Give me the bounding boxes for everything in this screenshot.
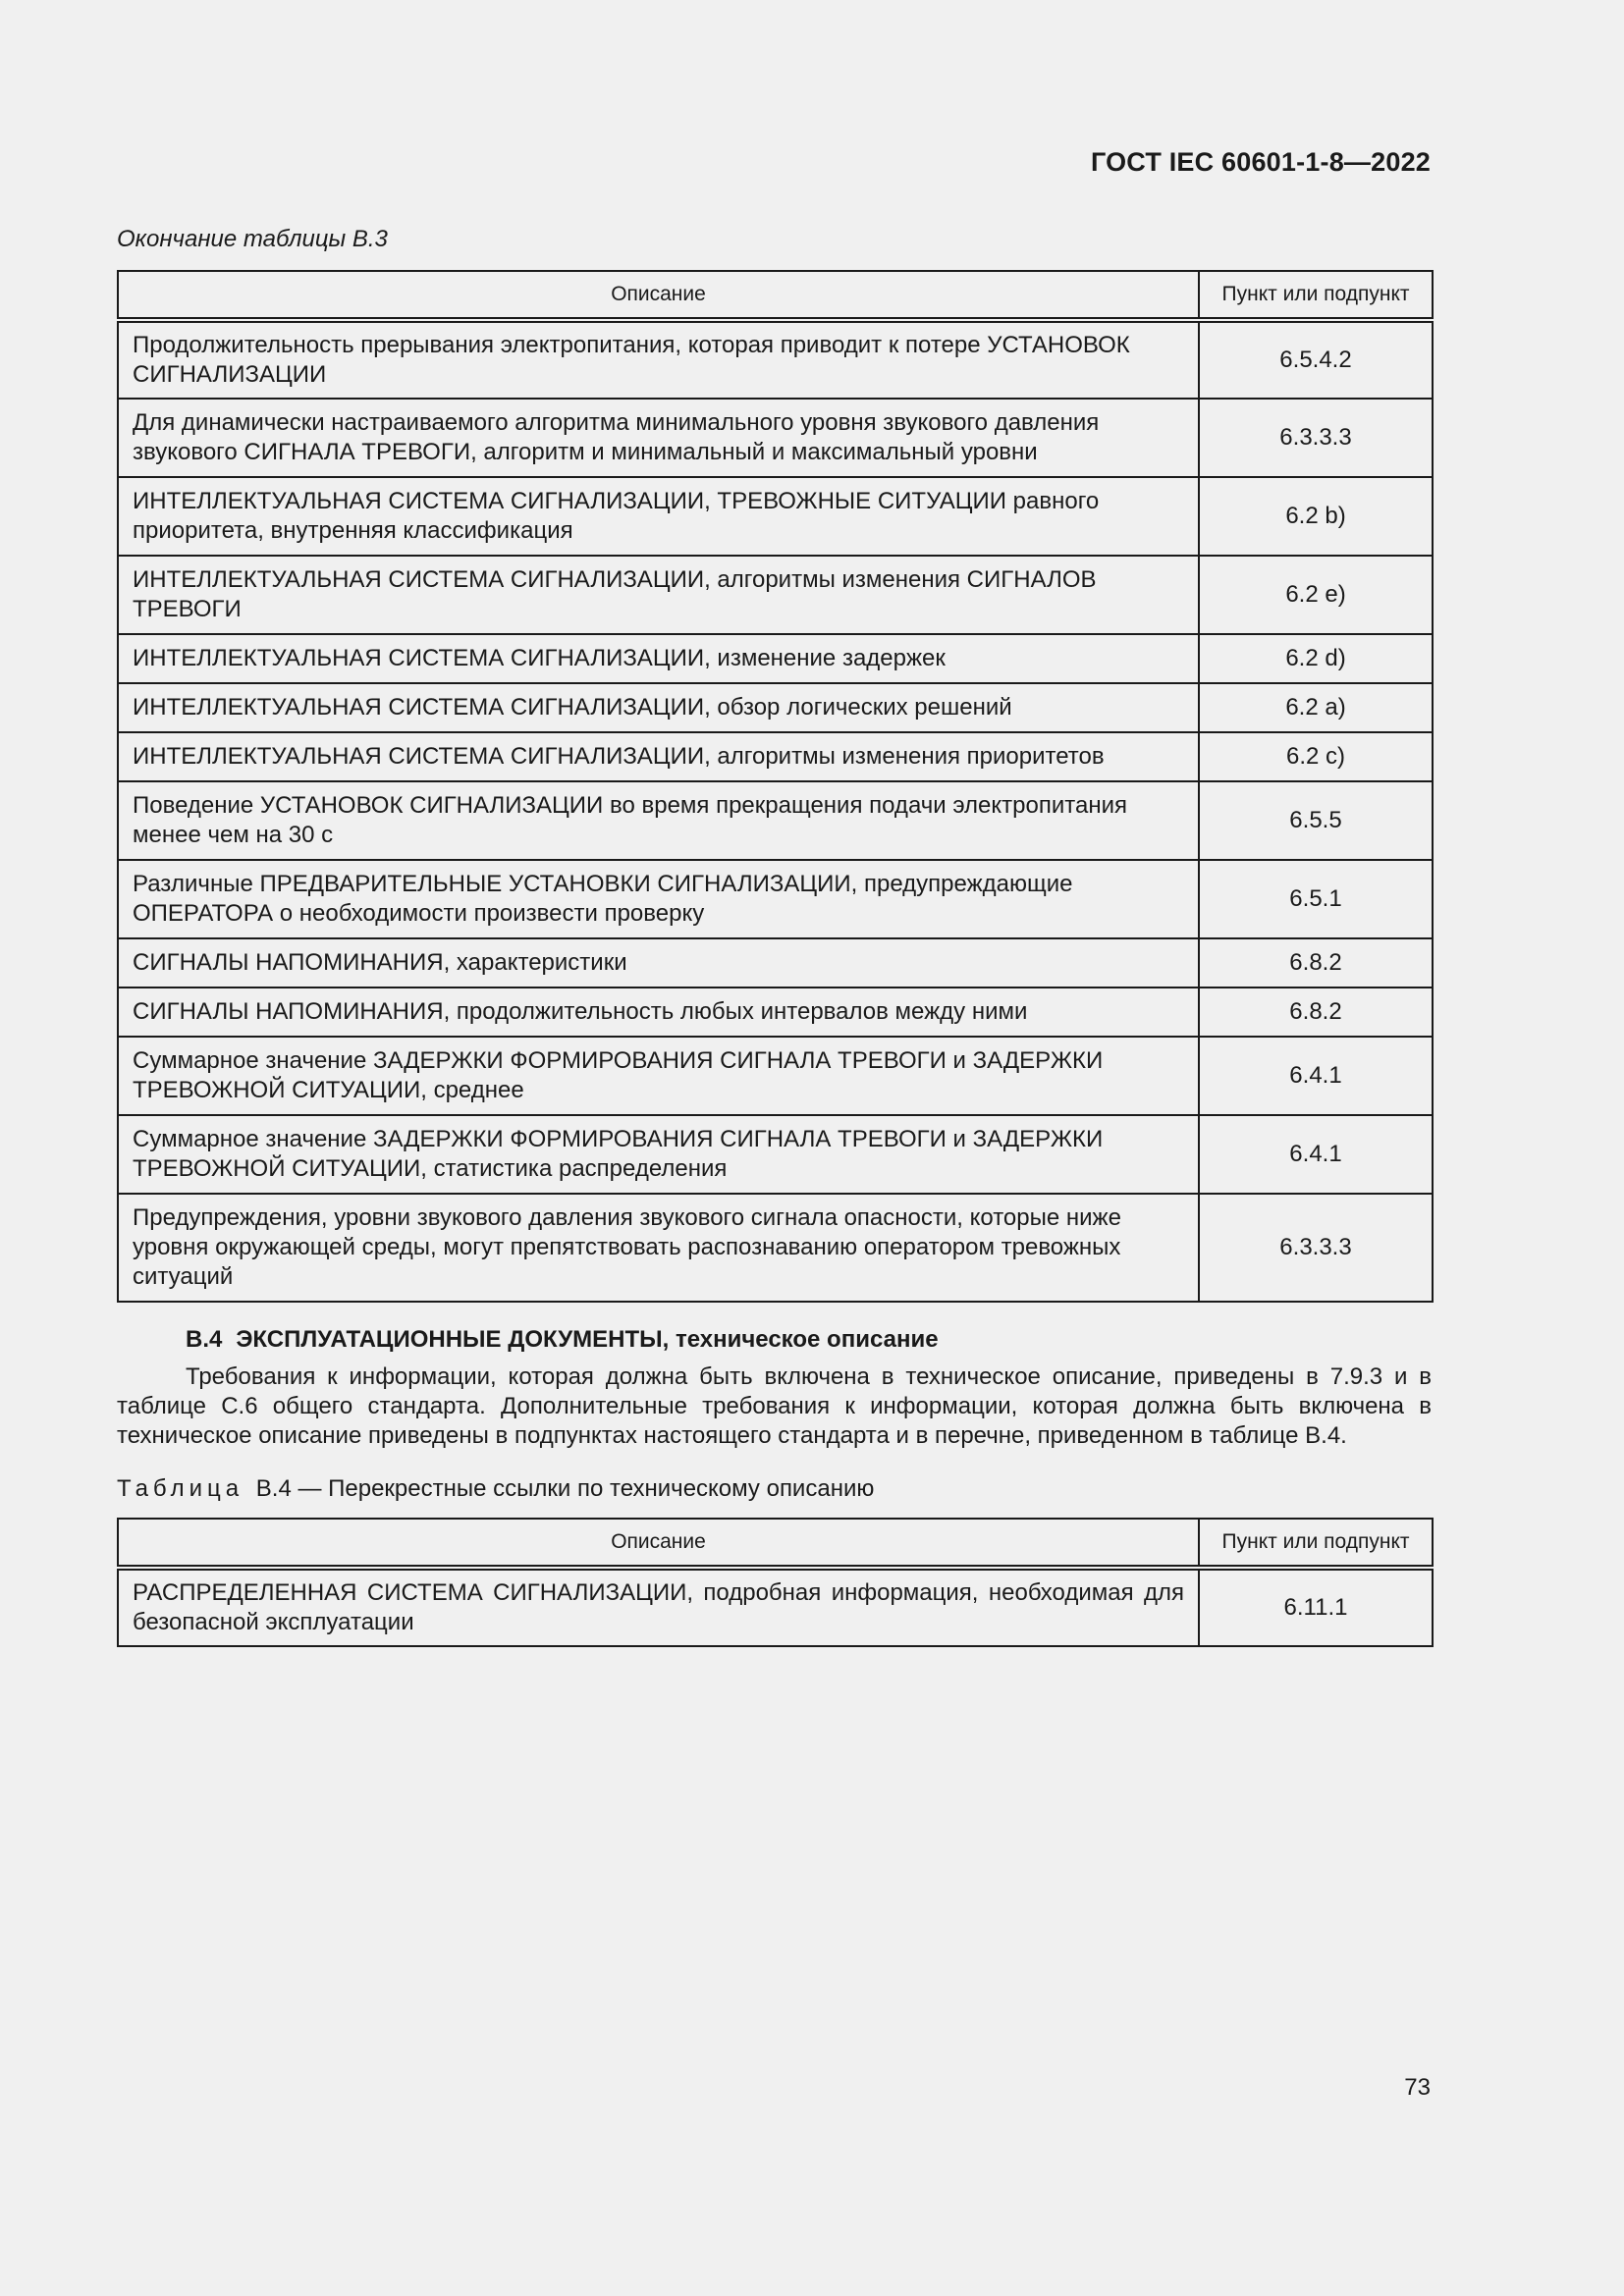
table-b4-caption — [117, 1475, 874, 1503]
row-reference: 6.5.4.2 — [1199, 320, 1433, 399]
table-row — [118, 1115, 1433, 1194]
table-row — [118, 860, 1433, 938]
table-row — [118, 399, 1433, 477]
table-row — [118, 477, 1433, 556]
page-number: 73 — [1404, 2074, 1431, 2101]
table-header-row — [118, 1519, 1433, 1568]
row-reference: 6.8.2 — [1199, 938, 1433, 988]
section-title: ЭКСПЛУАТАЦИОННЫЕ ДОКУМЕНТЫ, техническое описание — [236, 1326, 939, 1353]
column-header-description: Описание — [118, 1519, 1199, 1568]
table-row — [118, 1037, 1433, 1115]
row-description: ИНТЕЛЛЕКТУАЛЬНАЯ СИСТЕМА СИГНАЛИЗАЦИИ, алгоритмы изменения СИГНАЛОВ ТРЕВОГИ — [118, 556, 1199, 634]
row-reference: 6.2 b) — [1199, 477, 1433, 556]
section-heading-b4 — [186, 1326, 939, 1354]
table-continuation-label: Окончание таблицы В.3 — [117, 226, 388, 252]
table-row — [118, 1568, 1433, 1646]
column-header-description: Описание — [118, 271, 1199, 320]
section-number: В.4 — [186, 1326, 223, 1353]
table-row — [118, 732, 1433, 781]
row-description: Различные ПРЕДВАРИТЕЛЬНЫЕ УСТАНОВКИ СИГНАЛИЗАЦИИ, предупреждающие ОПЕРАТОРА о необходимости произвести проверку — [118, 860, 1199, 938]
section-paragraph: Требования к информации, которая должна быть включена в техническое описание, приведены в 7.9.3 и в таблице С.6 общего стандарта. Дополнительные требования к информации, которая должна быть включена в техническое описание приведены в подпунктах настоящего стандарта и в перечне, приведенном в таблице В.4. — [117, 1363, 1432, 1449]
row-description: СИГНАЛЫ НАПОМИНАНИЯ, характеристики — [118, 938, 1199, 988]
column-header-reference: Пункт или подпункт — [1199, 271, 1433, 320]
row-description: ИНТЕЛЛЕКТУАЛЬНАЯ СИСТЕМА СИГНАЛИЗАЦИИ, обзор логических решений — [118, 683, 1199, 732]
table-row — [118, 988, 1433, 1037]
row-reference: 6.3.3.3 — [1199, 1194, 1433, 1302]
row-description: Предупреждения, уровни звукового давления звукового сигнала опасности, которые ниже уровня окружающей среды, могут препятствовать распознаванию оператором тревожных ситуаций — [118, 1194, 1199, 1302]
row-reference: 6.4.1 — [1199, 1115, 1433, 1194]
table-row — [118, 781, 1433, 860]
row-description: Для динамически настраиваемого алгоритма минимального уровня звукового давления звукового СИГНАЛА ТРЕВОГИ, алгоритм и минимальный и максимальный уровни — [118, 399, 1199, 477]
row-reference: 6.2 d) — [1199, 634, 1433, 683]
row-reference: 6.3.3.3 — [1199, 399, 1433, 477]
table-row — [118, 634, 1433, 683]
row-reference: 6.2 c) — [1199, 732, 1433, 781]
table-row — [118, 320, 1433, 399]
table-b4 — [117, 1518, 1434, 1647]
table-header-row — [118, 271, 1433, 320]
document-id-header: ГОСТ IEC 60601-1-8—2022 — [1090, 147, 1431, 177]
row-description: СИГНАЛЫ НАПОМИНАНИЯ, продолжительность любых интервалов между ними — [118, 988, 1199, 1037]
table-row — [118, 683, 1433, 732]
row-description: Суммарное значение ЗАДЕРЖКИ ФОРМИРОВАНИЯ СИГНАЛА ТРЕВОГИ и ЗАДЕРЖКИ ТРЕВОЖНОЙ СИТУАЦИИ, статистика распределения — [118, 1115, 1199, 1194]
row-description: Суммарное значение ЗАДЕРЖКИ ФОРМИРОВАНИЯ СИГНАЛА ТРЕВОГИ и ЗАДЕРЖКИ ТРЕВОЖНОЙ СИТУАЦИИ, среднее — [118, 1037, 1199, 1115]
column-header-reference: Пункт или подпункт — [1199, 1519, 1433, 1568]
row-description: РАСПРЕДЕЛЕННАЯ СИСТЕМА СИГНАЛИЗАЦИИ, подробная информация, необходимая для безопасной эксплуатации — [118, 1568, 1199, 1646]
row-description: ИНТЕЛЛЕКТУАЛЬНАЯ СИСТЕМА СИГНАЛИЗАЦИИ, изменение задержек — [118, 634, 1199, 683]
row-description: Продолжительность прерывания электропитания, которая приводит к потере УСТАНОВОК СИГНАЛИЗАЦИИ — [118, 320, 1199, 399]
table-caption-text: В.4 — Перекрестные ссылки по техническому описанию — [255, 1475, 875, 1502]
row-reference: 6.5.1 — [1199, 860, 1433, 938]
row-reference: 6.5.5 — [1199, 781, 1433, 860]
row-reference: 6.2 e) — [1199, 556, 1433, 634]
row-reference: 6.11.1 — [1199, 1568, 1433, 1646]
table-caption-label: Таблица — [117, 1475, 244, 1502]
row-reference: 6.2 a) — [1199, 683, 1433, 732]
row-reference: 6.8.2 — [1199, 988, 1433, 1037]
row-reference: 6.4.1 — [1199, 1037, 1433, 1115]
table-row — [118, 938, 1433, 988]
row-description: ИНТЕЛЛЕКТУАЛЬНАЯ СИСТЕМА СИГНАЛИЗАЦИИ, ТРЕВОЖНЫЕ СИТУАЦИИ равного приоритета, внутренняя классификация — [118, 477, 1199, 556]
row-description: Поведение УСТАНОВОК СИГНАЛИЗАЦИИ во время прекращения подачи электропитания менее чем на 30 с — [118, 781, 1199, 860]
table-b3 — [117, 270, 1434, 1303]
table-row — [118, 1194, 1433, 1302]
row-description: ИНТЕЛЛЕКТУАЛЬНАЯ СИСТЕМА СИГНАЛИЗАЦИИ, алгоритмы изменения приоритетов — [118, 732, 1199, 781]
table-row — [118, 556, 1433, 634]
